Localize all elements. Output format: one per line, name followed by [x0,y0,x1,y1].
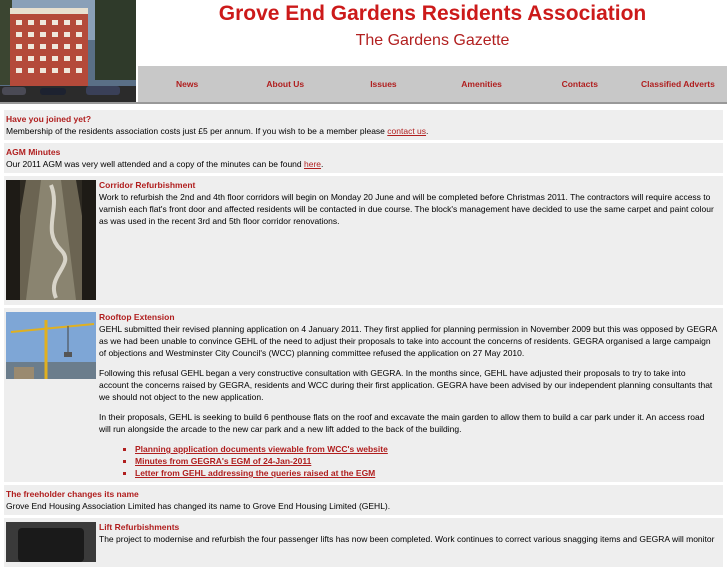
news-item-freeholder [4,485,723,515]
news-text [99,323,717,435]
list-item [135,443,717,455]
list-item [135,455,717,467]
rooftop-paragraph-3: In their proposals, GEHL is seeking to build 6 penthouse flats on the roof and excavate the main garden to allow them to build a car park under it. An access road will run alongside the arcade to the new car park and a new lift added to the back of the building. [99,412,705,434]
nav-item-classified-adverts[interactable]: Classified Adverts [641,79,715,89]
rooftop-links [135,443,717,479]
list-item [135,467,717,479]
nav-item-contacts[interactable]: Contacts [561,79,598,89]
contact-us-link[interactable]: contact us [387,126,427,136]
news-title: Have you joined yet? [6,114,92,124]
rooftop-paragraph-1: GEHL submitted their revised planning application on 4 January 2011. They first applied for planning permission in November 2009 but this was opposed by GEGRA as we had been unable to convince GEHL of the need to adjust their proposals to take into account the concerns of residents. GEGRA organised a large campaign of objections and Westminster City Council's (WCC) planning committee refused the application on 27 May 2010. [99,324,717,358]
news-item-joined [4,110,723,140]
building-photo [0,0,136,102]
nav-item-amenities[interactable]: Amenities [461,79,502,89]
news-item-corridor [4,176,723,305]
rooftop-paragraph-2: Following this refusal GEHL began a very constructive consultation with GEGRA. In the months since, GEHL have adjusted their proposals to try to take into account the concerns raised by GEGRA, residents and WCC during their first application. GEGRA have been advised by our independent planning consultants that we should not object to the new application. [99,368,713,402]
gehl-letter-link[interactable]: Letter from GEHL addressing the queries raised at the EGM [135,468,376,478]
news-text-end: . [321,159,324,169]
planning-documents-link[interactable]: Planning application documents viewable from WCC's website [135,444,388,454]
site-subtitle: The Gardens Gazette [355,32,510,49]
nav-item-issues[interactable]: Issues [370,79,397,89]
news-text [6,125,721,137]
news-item-agm [4,143,723,173]
news-title: Corridor Refurbishment [99,180,196,190]
crane-photo [6,312,96,479]
nav-item-about-us[interactable]: About Us [266,79,305,89]
news-text: Work to refurbish the 2nd and 4th floor corridors will begin on Monday 20 June and will be completed before Christmas 2011. The contractors will require access to varnish each flat's front door and affected residents will be contacted in due course. The block's management have decided to use the same carpet and paint colour as was used in the recent 3rd and 5th floor corridor renovations. [99,192,714,226]
news-text-body: Membership of the residents association costs just £5 per annum. If you wish to be a member please [6,126,388,136]
news-text [6,158,721,170]
main-nav [138,66,727,102]
news-item-rooftop [4,308,723,482]
page-header [0,0,727,104]
news-title: Lift Refurbishments [99,522,180,532]
news-title: The freeholder changes its name [6,489,139,499]
egm-minutes-link[interactable]: Minutes from GEGRA's EGM of 24-Jan-2011 [135,456,312,466]
news-text-end: . [426,126,429,136]
corridor-photo [6,180,96,302]
news-text-body: Our 2011 AGM was very well attended and a copy of the minutes can be found [6,159,304,169]
news-content [0,110,727,570]
site-title: Grove End Gardens Residents Association [218,2,647,25]
agm-minutes-link[interactable]: here [304,159,322,169]
lift-photo [6,522,96,564]
header-divider [0,102,727,104]
news-text: The project to modernise and refurbish the four passenger lifts has now been completed. Work continues to correct various snagging items and GEGRA will monitor [99,534,715,544]
news-item-lift [4,518,723,567]
news-title: AGM Minutes [6,147,61,157]
news-title: Rooftop Extension [99,312,175,322]
news-text: Grove End Housing Association Limited has changed its name to Grove End Housing Limited (GEHL). [6,501,391,511]
nav-item-news[interactable]: News [175,79,199,89]
